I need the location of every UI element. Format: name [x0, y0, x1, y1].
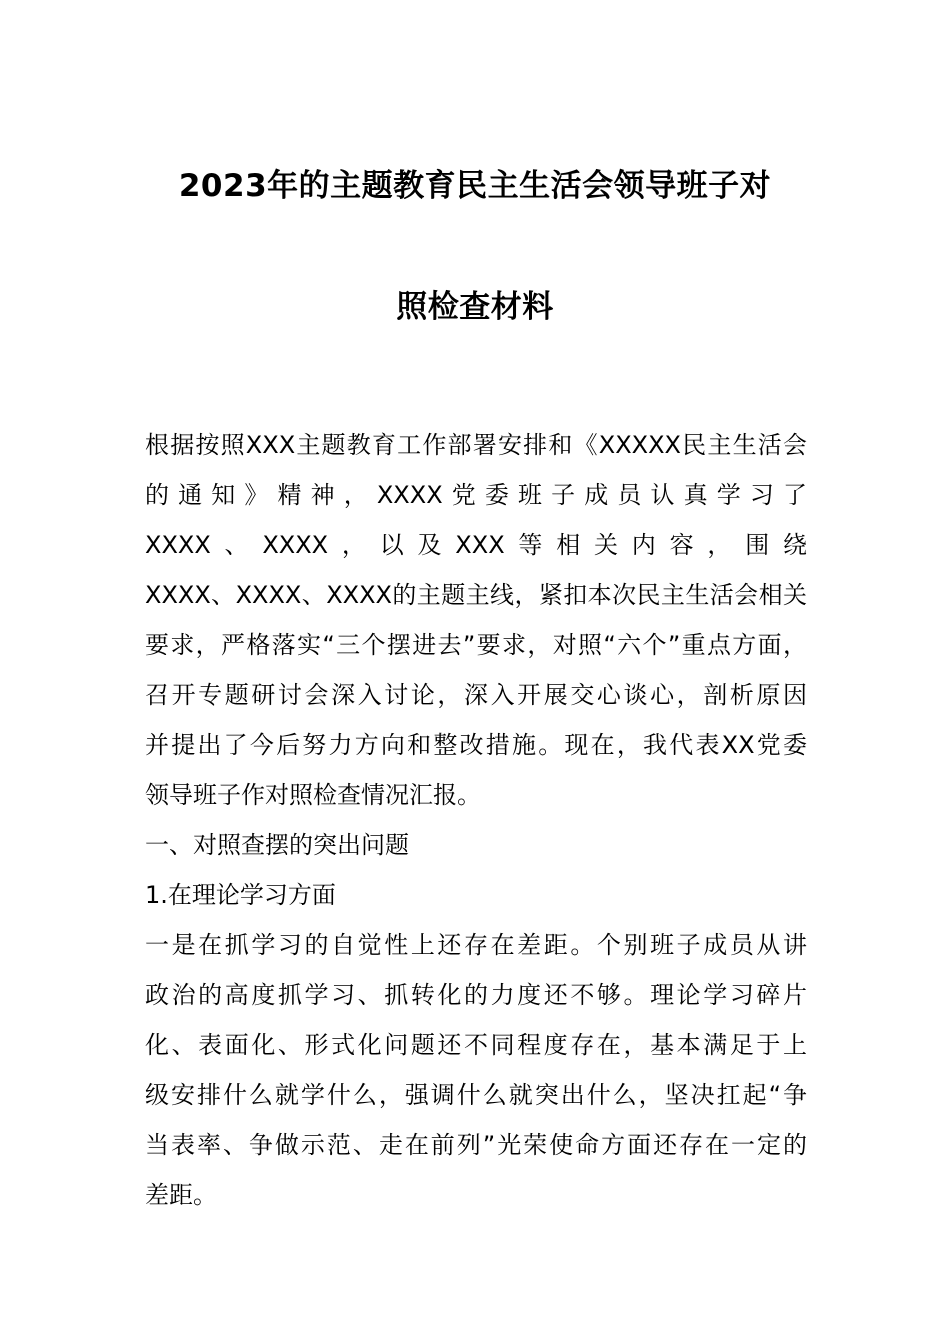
section-heading: 一、对照查摆的突出问题 — [145, 831, 409, 859]
intro-line: XXXX、XXXX、XXXX的主题主线，紧扣本次民主生活会相关 — [145, 581, 807, 609]
body-line: 一是在抓学习的自觉性上还存在差距。个别班子成员从讲 — [145, 931, 807, 959]
body-line: 当表率、争做示范、走在前列”光荣使命方面还存在一定的 — [145, 1131, 807, 1159]
body-line: 差距。 — [145, 1181, 217, 1209]
intro-line: 召开专题研讨会深入讨论，深入开展交心谈心，剖析原因 — [145, 681, 807, 709]
document-title-line-1: 2023年的主题教育民主生活会领导班子对 — [178, 168, 772, 204]
body-line: 级安排什么就学什么，强调什么就突出什么，坚决扛起“争 — [145, 1081, 807, 1109]
document-body — [145, 420, 807, 1220]
subsection-heading: 1.在理论学习方面 — [145, 881, 336, 909]
intro-line: 根据按照XXX主题教育工作部署安排和《XXXXX民主生活会 — [145, 431, 807, 459]
body-line: 政治的高度抓学习、抓转化的力度还不够。理论学习碎片 — [145, 981, 807, 1009]
intro-line: 领导班子作对照检查情况汇报。 — [145, 781, 481, 809]
intro-line: 的通知》精神，XXXX党委班子成员认真学习了 — [145, 481, 807, 509]
body-paragraph — [145, 920, 807, 1220]
intro-line: XXXX、XXXX，以及XXX等相关内容，围绕 — [145, 531, 807, 559]
intro-line: 并提出了今后努力方向和整改措施。现在，我代表XX党委 — [145, 731, 807, 759]
intro-paragraph — [145, 420, 807, 820]
body-line: 化、表面化、形式化问题还不同程度存在，基本满足于上 — [145, 1031, 807, 1059]
document-title-line-2: 照检查材料 — [396, 289, 554, 325]
intro-line: 要求，严格落实“三个摆进去”要求，对照“六个”重点方面， — [145, 631, 807, 659]
